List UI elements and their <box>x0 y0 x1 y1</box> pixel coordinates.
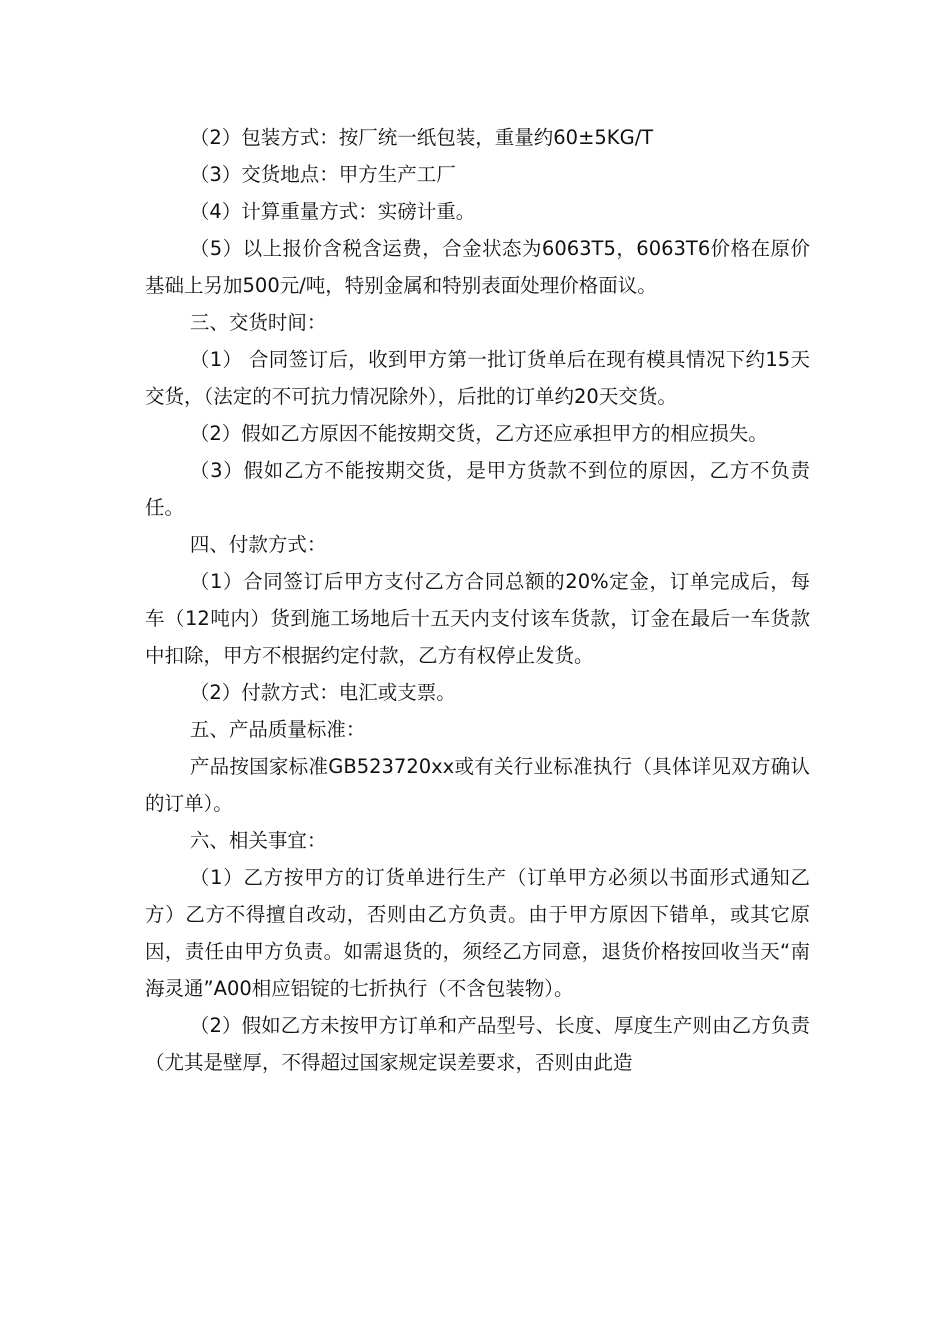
paragraph-packaging: （2）包装方式：按厂统一纸包装，重量约60±5KG/T <box>189 126 654 149</box>
paragraph-related-2: （2）假如乙方未按甲方订单和产品型号、长度、厚度生产则由乙方负责（尤其是壁厚，不得超过国家规定误差要求，否则由此造 <box>145 1014 810 1074</box>
paragraph-payment-2: （2）付款方式：电汇或支票。 <box>189 681 456 704</box>
paragraph-weight-method: （4）计算重量方式：实磅计重。 <box>189 200 476 223</box>
paragraph-delivery-time-1: （1） 合同签订后，收到甲方第一批订货单后在现有模具情况下约15天交货，（法定的不可抗力情况除外），后批的订单约20天交货。 <box>145 348 810 408</box>
paragraph-payment-1: （1）合同签订后甲方支付乙方合同总额的20%定金，订单完成后，每车（12吨内）货到施工场地后十五天内支付该车货款，订金在最后一车货款中扣除，甲方不根据约定付款，乙方有权停止发货。 <box>145 570 810 667</box>
paragraph-delivery-place: （3）交货地点：甲方生产工厂 <box>189 163 456 186</box>
paragraph-quality: 产品按国家标准GB523720xx或有关行业标准执行（具体详见双方确认的订单）。 <box>145 755 810 815</box>
section-heading-related-matters: 六、相关事宜： <box>189 829 327 852</box>
section-heading-payment: 四、付款方式： <box>189 533 327 556</box>
paragraph-price-terms: （5）以上报价含税含运费，合金状态为6063T5，6063T6价格在原价基础上另加500元/吨，特别金属和特别表面处理价格面议。 <box>145 237 810 297</box>
document-body <box>145 119 810 1081</box>
paragraph-related-1: （1）乙方按甲方的订货单进行生产（订单甲方必须以书面形式通知乙方）乙方不得擅自改动，否则由乙方负责。由于甲方原因下错单，或其它原因，责任由甲方负责。如需退货的，须经乙方同意，退货价格按回收当天“南海灵通”A00相应铝锭的七折执行（不含包装物）。 <box>145 866 810 1000</box>
paragraph-delivery-time-2: （2）假如乙方原因不能按期交货，乙方还应承担甲方的相应损失。 <box>189 422 768 445</box>
paragraph-delivery-time-3: （3）假如乙方不能按期交货，是甲方货款不到位的原因，乙方不负责任。 <box>145 459 810 519</box>
section-heading-delivery-time: 三、交货时间： <box>189 311 327 334</box>
section-heading-quality: 五、产品质量标准： <box>189 718 366 741</box>
